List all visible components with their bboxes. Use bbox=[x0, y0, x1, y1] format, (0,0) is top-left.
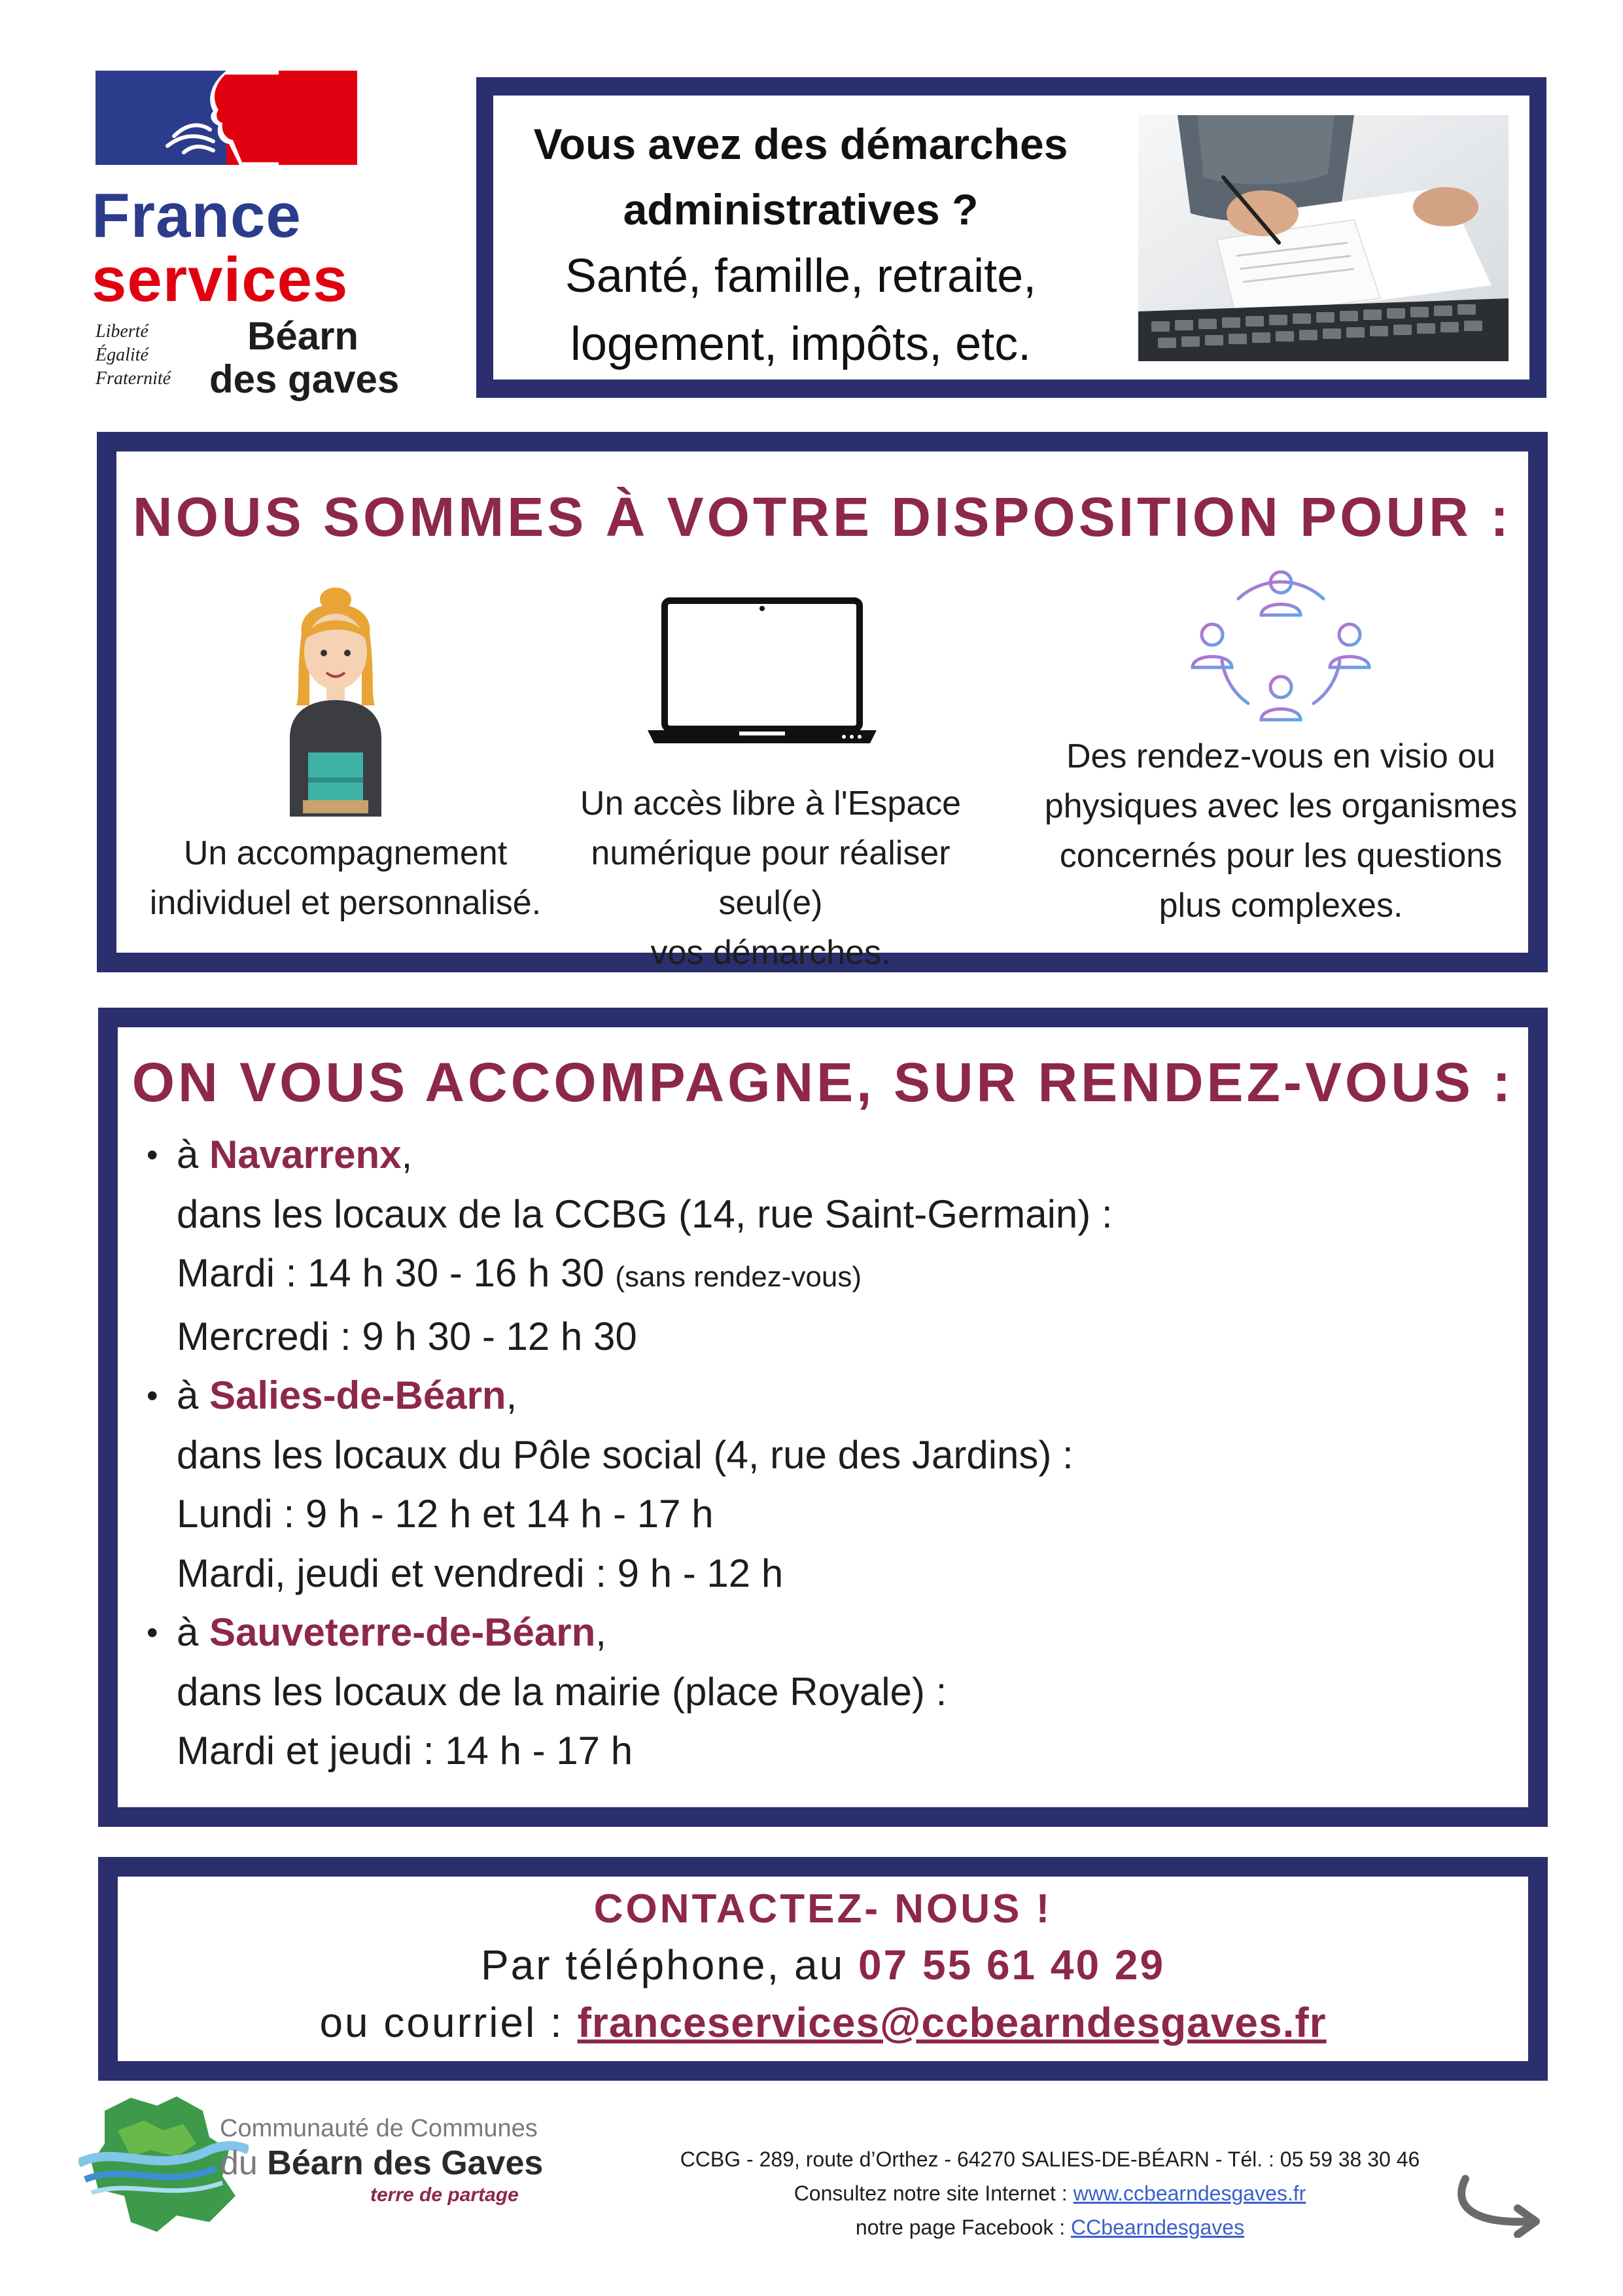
ccbg-logo-line-1: Communauté de Communes bbox=[220, 2115, 538, 2142]
service-caption-3-line-1: Des rendez-vous en visio ou bbox=[1066, 737, 1496, 775]
schedule-line bbox=[177, 1722, 1420, 1781]
ccbg-logo-line-2-prefix: du bbox=[220, 2144, 268, 2182]
location-prefix: à bbox=[177, 1610, 210, 1654]
location-name-salies: Salies-de-Béarn bbox=[209, 1373, 506, 1417]
laptop-icon bbox=[648, 597, 877, 746]
service-caption-2-line-3: vos démarches. bbox=[650, 934, 891, 972]
schedule-text: Mardi et jeudi : 14 h - 17 h bbox=[177, 1729, 633, 1773]
location-name-sauveterre: Sauveterre-de-Béarn bbox=[209, 1610, 596, 1654]
locations-list bbox=[147, 1125, 1420, 1781]
footer-info bbox=[641, 2142, 1459, 2244]
intro-line-2: administratives ? bbox=[623, 185, 979, 234]
contact-title: CONTACTEZ- NOUS ! bbox=[593, 1886, 1053, 1932]
intro-line-1: Vous avez des démarches bbox=[533, 120, 1068, 168]
location-prefix: à bbox=[177, 1373, 210, 1417]
intro-line-4: logement, impôts, etc. bbox=[570, 318, 1032, 370]
footer-address: CCBG - 289, route d’Orthez - 64270 SALIES-DE-BÉARN - Tél. : 05 59 38 30 46 bbox=[680, 2147, 1420, 2171]
ccbg-logo-tagline: terre de partage bbox=[370, 2184, 519, 2206]
motto-egalite: Égalité bbox=[96, 345, 148, 365]
logo-des-gaves-text: des gaves bbox=[209, 357, 400, 401]
location-sauveterre bbox=[147, 1603, 1420, 1663]
service-caption-1-line-1: Un accompagnement bbox=[183, 834, 508, 872]
schedule-line bbox=[177, 1485, 1420, 1544]
service-caption-1 bbox=[116, 828, 574, 928]
contact-box bbox=[98, 1857, 1548, 2081]
services-box-inner bbox=[116, 451, 1528, 972]
services-title: NOUS SOMMES À VOTRE DISPOSITION POUR : bbox=[132, 486, 1512, 548]
people-network-icon bbox=[1189, 563, 1372, 733]
service-caption-3 bbox=[1032, 732, 1529, 930]
services-box bbox=[97, 432, 1548, 972]
bullet: • bbox=[147, 1377, 158, 1414]
appointments-title: ON VOUS ACCOMPAGNE, SUR RENDEZ-VOUS : bbox=[131, 1051, 1514, 1113]
intro-text bbox=[513, 111, 1089, 378]
location-name-navarrenx: Navarrenx bbox=[209, 1133, 402, 1176]
advisor-person-icon bbox=[283, 581, 388, 817]
schedule-line bbox=[177, 1244, 1420, 1307]
ccbg-logo bbox=[79, 2091, 563, 2235]
footer-facebook-prefix: notre page Facebook : bbox=[855, 2216, 1072, 2239]
schedule-text: Lundi : 9 h - 12 h et 14 h - 17 h bbox=[177, 1492, 714, 1536]
schedule-text: Mercredi : 9 h 30 - 12 h 30 bbox=[177, 1314, 637, 1358]
contact-box-inner bbox=[118, 1877, 1528, 2061]
motto-liberte: Liberté bbox=[96, 321, 148, 342]
location-address: dans les locaux de la mairie (place Royale) : bbox=[177, 1669, 947, 1714]
schedule-text: Mardi : 14 h 30 - 16 h 30 bbox=[177, 1251, 604, 1295]
bullet: • bbox=[147, 1137, 158, 1173]
footer-website-line bbox=[641, 2176, 1459, 2210]
location-suffix: , bbox=[401, 1133, 413, 1176]
service-caption-2-line-2: numérique pour réaliser seul(e) bbox=[591, 834, 951, 922]
logo-services-text: services bbox=[92, 245, 349, 315]
schedule-note: (sans rendez-vous) bbox=[615, 1261, 862, 1293]
footer-facebook-line bbox=[641, 2210, 1459, 2244]
location-address: dans les locaux du Pôle social (4, rue des Jardins) : bbox=[177, 1432, 1073, 1477]
contact-email-prefix: ou courriel : bbox=[319, 1999, 578, 2046]
motto-fraternite: Fraternité bbox=[96, 368, 171, 389]
logo-france-text: France bbox=[92, 181, 302, 251]
service-caption-2-line-1: Un accès libre à l'Espace bbox=[580, 785, 962, 822]
bullet: • bbox=[147, 1614, 158, 1651]
contact-phone-line bbox=[118, 1941, 1528, 1989]
contact-email-line bbox=[118, 1998, 1528, 2047]
ccbg-logo-line-2-bold: Béarn des Gaves bbox=[267, 2144, 544, 2182]
contact-email-link[interactable]: franceservices@ccbearndesgaves.fr bbox=[577, 1999, 1327, 2046]
ccbg-logo-line-2 bbox=[220, 2144, 543, 2183]
france-services-logo bbox=[0, 0, 458, 419]
logo-bearn-text: Béarn bbox=[247, 314, 359, 358]
person-writing-documents-photo bbox=[1138, 115, 1509, 361]
intro-line-3: Santé, famille, retraite, bbox=[565, 250, 1037, 302]
marianne-icon bbox=[148, 71, 279, 165]
footer-website-prefix: Consultez notre site Internet : bbox=[794, 2181, 1073, 2205]
contact-phone-prefix: Par téléphone, au bbox=[480, 1941, 858, 1988]
location-navarrenx bbox=[147, 1125, 1420, 1185]
service-caption-3-line-4: plus complexes. bbox=[1159, 887, 1403, 925]
schedule-text: Mardi, jeudi et vendredi : 9 h - 12 h bbox=[177, 1551, 784, 1595]
intro-box-inner bbox=[493, 96, 1529, 380]
contact-phone[interactable]: 07 55 61 40 29 bbox=[858, 1941, 1166, 1988]
footer-website-link[interactable]: www.ccbearndesgaves.fr bbox=[1073, 2181, 1306, 2205]
service-caption-3-line-3: concernés pour les questions bbox=[1059, 837, 1503, 875]
location-suffix: , bbox=[595, 1610, 606, 1654]
location-prefix: à bbox=[177, 1133, 210, 1176]
location-salies bbox=[147, 1366, 1420, 1426]
service-caption-2 bbox=[535, 779, 1006, 978]
service-caption-1-line-2: individuel et personnalisé. bbox=[149, 884, 542, 922]
schedule-line bbox=[177, 1307, 1420, 1367]
footer-facebook-link[interactable]: CCbearndesgaves bbox=[1071, 2216, 1245, 2239]
next-page-arrow-icon[interactable] bbox=[1452, 2172, 1550, 2238]
schedule-line bbox=[177, 1544, 1420, 1604]
location-address: dans les locaux de la CCBG (14, rue Saint-Germain) : bbox=[177, 1192, 1113, 1236]
service-caption-3-line-2: physiques avec les organismes bbox=[1044, 787, 1518, 825]
intro-box bbox=[476, 77, 1546, 398]
location-suffix: , bbox=[506, 1373, 517, 1417]
